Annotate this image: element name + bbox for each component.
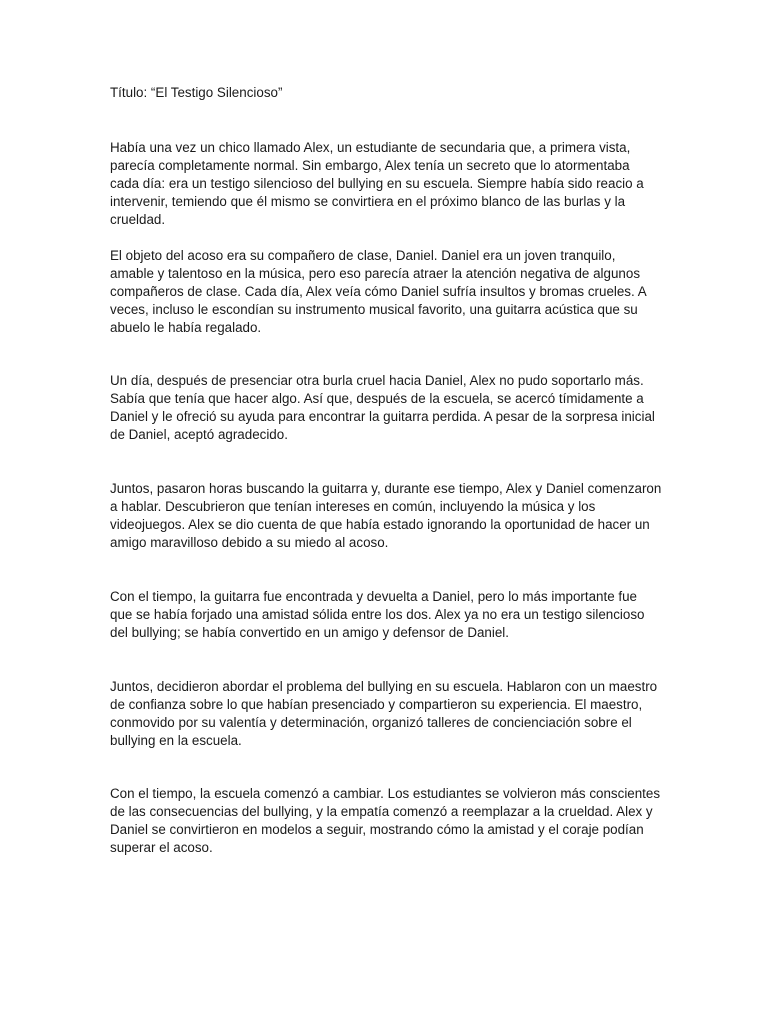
paragraph-1: Había una vez un chico llamado Alex, un estudiante de secundaria que, a primera vista, parecía completamente normal. Sin embargo, Alex tenía un secreto que lo atormentaba cada día: era un testigo silencioso del bullying en su escuela. Siempre había sido reacio a intervenir, temiendo que él mismo se convirtiera en el próximo blanco de las burlas y la crueldad. — [110, 140, 644, 227]
paragraph-2: El objeto del acoso era su compañero de clase, Daniel. Daniel era un joven tranquilo, amable y talentoso en la música, pero eso parecía atraer la atención negativa de algunos compañeros de clase. Cada día, Alex veía cómo Daniel sufría insultos y bromas crueles. A veces, incluso le escondían su instrumento musical favorito, una guitarra acústica que su abuelo le había regalado. — [110, 248, 646, 335]
paragraph-7: Con el tiempo, la escuela comenzó a cambiar. Los estudiantes se volvieron más conscientes de las consecuencias del bullying, y la empatía comenzó a reemplazar a la crueldad. Alex y Daniel se convirtieron en modelos a seguir, mostrando cómo la amistad y el coraje podían superar el acoso. — [110, 786, 661, 855]
paragraph-3: Un día, después de presenciar otra burla cruel hacia Daniel, Alex no pudo soportarlo más. Sabía que tenía que hacer algo. Así que, después de la escuela, se acercó tímidamente a Daniel y le ofreció su ayuda para encontrar la guitarra perdida. A pesar de la sorpresa inicial de Daniel, aceptó agradecido. — [110, 373, 655, 442]
document-title: Título: “El Testigo Silencioso” — [110, 85, 283, 100]
paragraph-6: Juntos, decidieron abordar el problema del bullying en su escuela. Hablaron con un maestro de confianza sobre lo que habían presenciado y compartieron su experiencia. El maestro, conmovido por su valentía y determinación, organizó talleres de concienciación sobre el bullying en la escuela. — [110, 679, 658, 748]
paragraph-4: Juntos, pasaron horas buscando la guitarra y, durante ese tiempo, Alex y Daniel comenzaron a hablar. Descubrieron que tenían intereses en común, incluyendo la música y los videojuegos. Alex se dio cuenta de que había estado ignorando la oportunidad de hacer un amigo maravilloso debido a su miedo al acoso. — [110, 481, 662, 550]
paragraph-5: Con el tiempo, la guitarra fue encontrada y devuelta a Daniel, pero lo más importante fue que se había forjado una amistad sólida entre los dos. Alex ya no era un testigo silencioso del bullying; se había convertido en un amigo y defensor de Daniel. — [110, 589, 645, 640]
